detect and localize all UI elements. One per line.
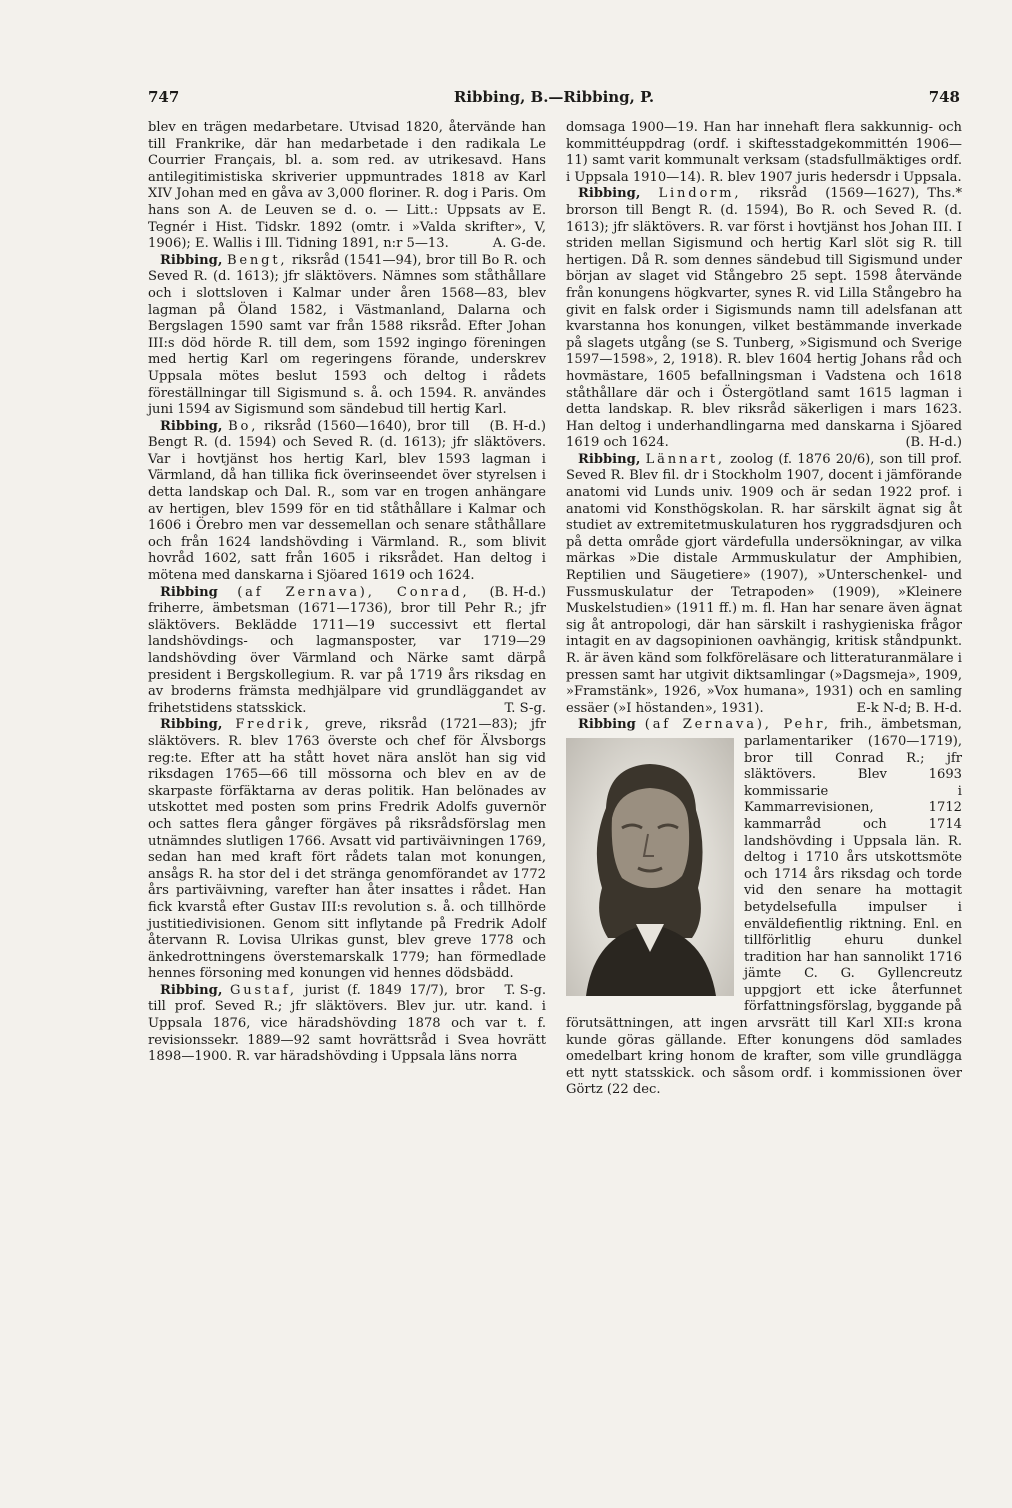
entry-given-name: (af Zernava), Conrad,	[237, 584, 470, 600]
entry-lindorm: Ribbing, Lindorm, riksråd (1569—1627), brorson till Bengt R. (d. 1594), Bo R. och Seved R. (d. 1613); jfr släktövers. R. var först i hovtjänst hos Johan III. I striden mellan Sigismund och hertig Karl slöt sig R. till hertigen. Då R. som dennes sändebud till Sigismund under början av slaget vid Stångebro 25 sept. 1598 återvände från konungens högkvarter, synes R. vid Lilla Stångebro ha givit en falsk order i Sigismunds namn till adelsfanan att kvarstanna hos konungen, vilket bestämmande inverkade på slagets utgång (se S. Tunberg, »Sigismund och Sverige 1597—1598», 2, 1918). R. blev 1604 hertig Johans råd och hovmästare, 1605 befallningsman i Vadstena och 1618 ståthållare där och i Östergötland samt 1615 lagman i detta landskap. R. blev riksråd säkerligen i mars 1623. Han deltog i underhandlingarna med danskarna i Sjöared 1619 och 1624. (B. H-d.)	[566, 186, 962, 451]
entry-fredrik: Ribbing, Fredrik, greve, riksråd (1721—83); jfr släktövers. R. blev 1763 överste och chef för Älvsborgs reg:te. Efter att ha stått hovet nära anslöt han sig vid riksdagen 1765—66 till mössorna och blev en av de skarpaste förfäktarna av deras politik. Han belönades av utskottet med posten som prins Fredrik Adolfs guvernör och sattes flera gånger förgäves på riksrådsförslag men utnämndes slutligen 1766. Avsatt vid partiväivningen 1769, sedan han med kraft fört rådets talan mot konungen, ansågs R. ha stor del i det stränga genomförandet av 1772 års partiväivning, varefter han åter insattes i rådet. Han fick kvarstå efter Gustav III:s revolution s. å. och tillhörde justitiedivisionen. Genom sitt inflytande på Fredrik Adolf återvann R. Lovisa Ulrikas gunst, blev greve 1778 och änkedrottningens överstemarskalk 1779; han förmedlade hennes försoning med konungen vid hennes dödsbädd. T. S-g.	[148, 717, 546, 998]
entry-signature: E-k N-d; B. H-d.	[856, 700, 962, 716]
entry-continuation: domsaga 1900—19. Han har innehaft flera sakkunnig- och kommittéuppdrag (ordf. i skiftesstadgekommittén 1906—11) samt varit kommunalt verksam (stadsfullmäktiges ordf. i Uppsala 1910—14). R. blev 1907 juris hedersdr i Uppsala. Ths.*	[566, 120, 962, 202]
running-title: Ribbing, B.—Ribbing, P.	[453, 88, 655, 106]
entry-conrad: Ribbing (af Zernava), Conrad, friherre, ämbetsman (1671—1736), bror till Pehr R.; jfr släktövers. Beklädde 1711—19 successivt ett flertal landshövdings- och lagmansposter, var 1719—29 landshövding över Värmland och Närke samt därpå president i Bergskollegium. R. var på 1719 års riksdag en av broderns främsta medhjälpare vid grundläggandet av frihetstidens statsskick. T. S-g.	[148, 584, 546, 716]
entry-given-name: Gustaf,	[230, 982, 297, 998]
left-column	[148, 120, 546, 1066]
entry-surname: Ribbing,	[160, 418, 223, 434]
entry-given-name: Fredrik,	[235, 717, 312, 733]
portrait-image	[566, 738, 734, 996]
portrait-drawing	[566, 738, 734, 996]
entry-given-name: Lindorm,	[658, 186, 742, 202]
entry-surname: Ribbing,	[578, 186, 641, 202]
right-column	[566, 120, 962, 1099]
entry-given-name: (af Zernava), Pehr,	[644, 717, 831, 733]
entry-gustaf: Ribbing, Gustaf, jurist (f. 1849 17/7), bror till prof. Seved R.; jfr släktövers. Blev jur. utr. kand. i Uppsala 1876, vice häradshövding 1878 och var t. f. revisionssekr. 1889—92 samt hovrättsråd i Svea hovrätt 1898—1900. R. var häradshövding i Uppsala läns norra	[148, 982, 546, 1065]
entry-given-name: Bo,	[228, 418, 259, 434]
entry-lannart: Ribbing, Lännart, zoolog (f. 1876 20/6), son till prof. Seved R. Blev fil. dr i Stockholm 1907, docent i jämförande anatomi vid Lunds univ. 1909 och är sedan 1922 prof. i anatomi vid Konsthögskolan. R. har särskilt ägnat sig åt studiet av extremitetmuskulaturen hos ryggradsdjuren och på detta område gjort värdefulla undersökningar, av vilka märkas »Die distale Armmuskulatur der Amphibien, Reptilien und Säugetiere» (1907), »Unterschenkel- und Fussmuskulatur der Tetrapoden» (1909), »Kleinere Muskelstudien» (1911 ff.) m. fl. Han har senare även ägnat sig åt antropologi, där han särskilt i rashygieniska frågor intagit en av dagsopinionen oavhängig, kritisk ståndpunkt. R. är även känd som folkföreläsare och litteraturanmälare i pressen samt har utgivit diktsamlingar (»Dagsmeja», 1909, »Framstänk», 1926, »Vox humana», 1931) och en samling essäer (»I höstanden», 1931). E-k N-d; B. H-d.	[566, 451, 962, 716]
entry-given-name: Lännart,	[645, 451, 725, 467]
entry-surname: Ribbing,	[160, 717, 223, 733]
entry-surname: Ribbing,	[160, 982, 223, 998]
entry-signature: (B. H-d.)	[489, 418, 546, 434]
entry-signature: T. S-g.	[504, 700, 546, 716]
entry-surname: Ribbing,	[578, 451, 641, 467]
page-header	[148, 88, 960, 112]
page-number-left: 747	[148, 88, 180, 106]
entry-pehr: Ribbing (af Zernava), Pehr, frih., ämbetsman, parlamentariker (1670—1719), bror till Conrad R.; jfr släktövers. Blev 1693 kommissarie i Kammarrevisionen, 1712 kammarråd och 1714 landshövding i Uppsala län. R. deltog i 1710 års utskottsmöte och 1714 års riksdag och torde vid den senare ha mottagit betydelsefulla impulser i enväldefientlig riktning. Enl. en tillförlitlig ehuru dunkel tradition har han sannolikt 1716 jämte C. G. Gyllencreutz uppgjort ett icke återfunnet författningsförslag, byggande på förutsättningen, att ingen arvsrätt till Karl XII:s krona kunde göras gällande. Efter konungens död samlades omedelbart kring honom de krafter, som ville grundlägga ett nytt statsskick. och såsom ordf. i kommissionen över Görtz (22 dec.	[566, 717, 962, 1098]
entry-signature: T. S-g.	[504, 982, 546, 998]
entry-signature: (B. H-d.)	[905, 435, 962, 451]
entry-signature: A. G-de.	[492, 236, 546, 252]
entry-continuation: blev en trägen medarbetare. Utvisad 1820, återvände han till Frankrike, där han medarbetade i den radikala Le Courrier Français, bl. a. som red. av utrikesavd. Hans antilegitimistiska skriverier uppmuntrades 1818 av Karl XIV Johan med en gåva av 3,000 floriner. R. dog i Paris. Om hans son A. de Leuven se d. o. — Litt.: Uppsats av E. Tegnér i Hist. Tidskr. 1892 (omtr. i »Valda skrifter», V, 1906); E. Wallis i Ill. Tidning 1891, n:r 5—13. A. G-de.	[148, 120, 546, 252]
entry-surname: Ribbing,	[160, 252, 223, 268]
entry-surname: Ribbing	[160, 584, 218, 600]
entry-signature: (B. H-d.)	[489, 584, 546, 600]
page-number-right: 748	[928, 88, 960, 106]
entry-surname: Ribbing	[578, 717, 636, 733]
entry-bo: Ribbing, Bo, riksråd (1560—1640), bror till Bengt R. (d. 1594) och Seved R. (d. 1613); jfr släktövers. Var i hovtjänst hos hertig Karl, blev 1593 lagman i Värmland, då han tillika fick överinseendet över styrelsen i detta landskap och Dal. R., som var en trogen anhängare av hertigen, blev 1599 för en tid ståthållare i Kalmar och 1606 i Örebro men var dessemellan och senare ståthållare och från 1624 landshövding i Värmland. R., som blivit hovråd 1602, satt från 1605 i riksrådet. Han deltog i mötena med danskarna i Sjöared 1619 och 1624. (B. H-d.)	[148, 418, 546, 600]
entry-bengt: Ribbing, Bengt, riksråd (1541—94), bror till Bo R. och Seved R. (d. 1613); jfr släktövers. Nämnes som ståthållare och i slottsloven i Kalmar under åren 1568—83, blev lagman på Öland 1582, i Västmanland, Dalarna och Bergslagen 1590 samt var från 1588 riksråd. Efter Johan III:s död hörde R. till dem, som 1592 ingingo föreningen med hertig Karl om regeringens förande, underskrev Uppsala mötes beslut 1593 och deltog i rådets föreställningar till Sigismund s. å. och 1594. R. användes juni 1594 av Sigismund som sändebud till hertig Karl. (B. H-d.)	[148, 252, 547, 434]
entry-given-name: Bengt,	[226, 252, 288, 268]
entry-signature: Ths.*	[927, 186, 962, 202]
